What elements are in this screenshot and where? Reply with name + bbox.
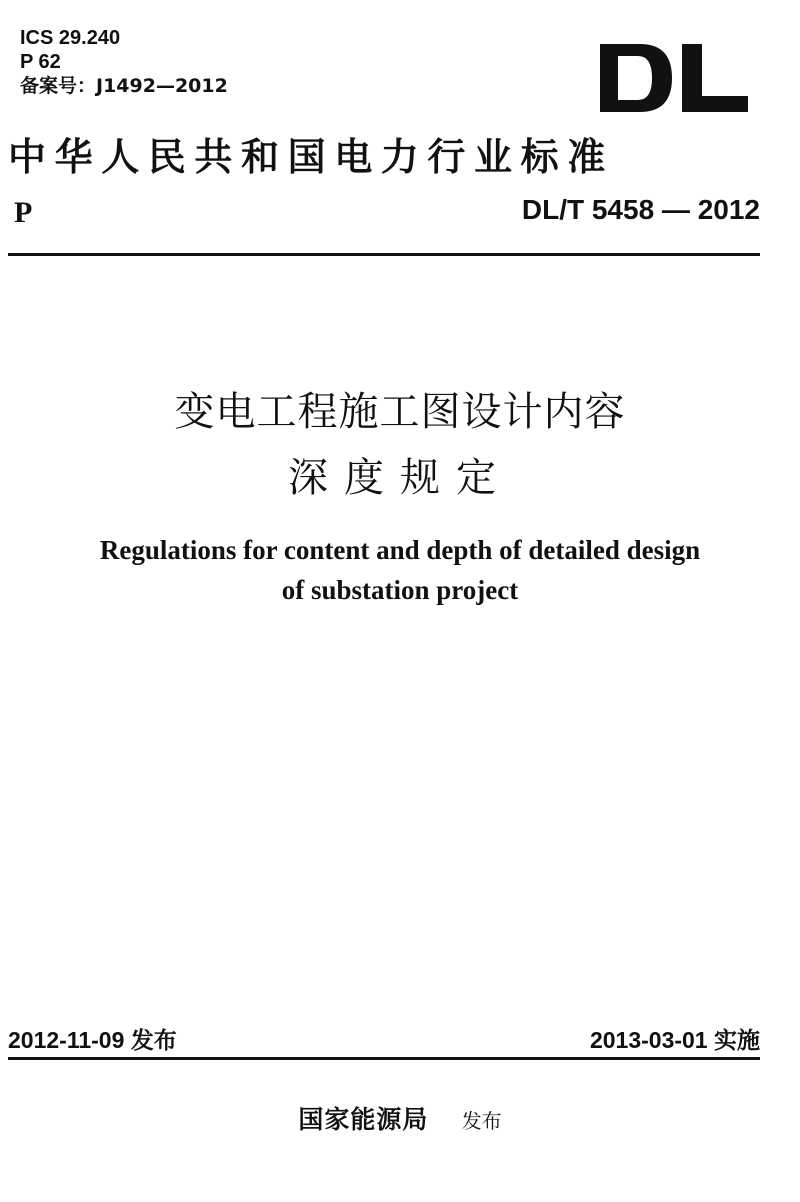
chinese-title-line-1: 变电工程施工图设计内容 xyxy=(174,389,626,435)
standard-number: DL/T 5458 — 2012 xyxy=(521,194,760,225)
issue-label: 发布 xyxy=(130,1027,177,1053)
publisher-organization: 国家能源局 xyxy=(298,1105,429,1134)
effective-date-value: 2013-03-01 xyxy=(589,1027,708,1053)
issue-date-value: 2012-11-09 xyxy=(8,1027,125,1053)
effective-date xyxy=(590,1022,760,1055)
english-title-line-1: Regulations for content and depth of detailed design xyxy=(99,535,701,565)
publisher-line xyxy=(0,1100,800,1136)
ics-code: ICS 29.240 xyxy=(20,27,121,49)
filing-number: 备案号：J1492—2012 xyxy=(20,75,228,97)
top-divider xyxy=(8,253,760,256)
class-code: P 62 xyxy=(20,51,61,73)
issue-date xyxy=(8,1022,177,1055)
bottom-divider xyxy=(8,1057,760,1060)
classification-block xyxy=(20,26,228,98)
effective-label: 实施 xyxy=(714,1027,760,1053)
category-letter: P xyxy=(14,196,33,229)
standard-type-heading: 中华人民共和国电力行业标准 xyxy=(8,134,614,179)
publisher-action: 发布 xyxy=(461,1109,502,1133)
dl-logo-icon xyxy=(600,44,748,112)
chinese-title-line-2: 深度规定 xyxy=(288,455,512,501)
english-title-line-2: of substation project xyxy=(281,575,519,605)
